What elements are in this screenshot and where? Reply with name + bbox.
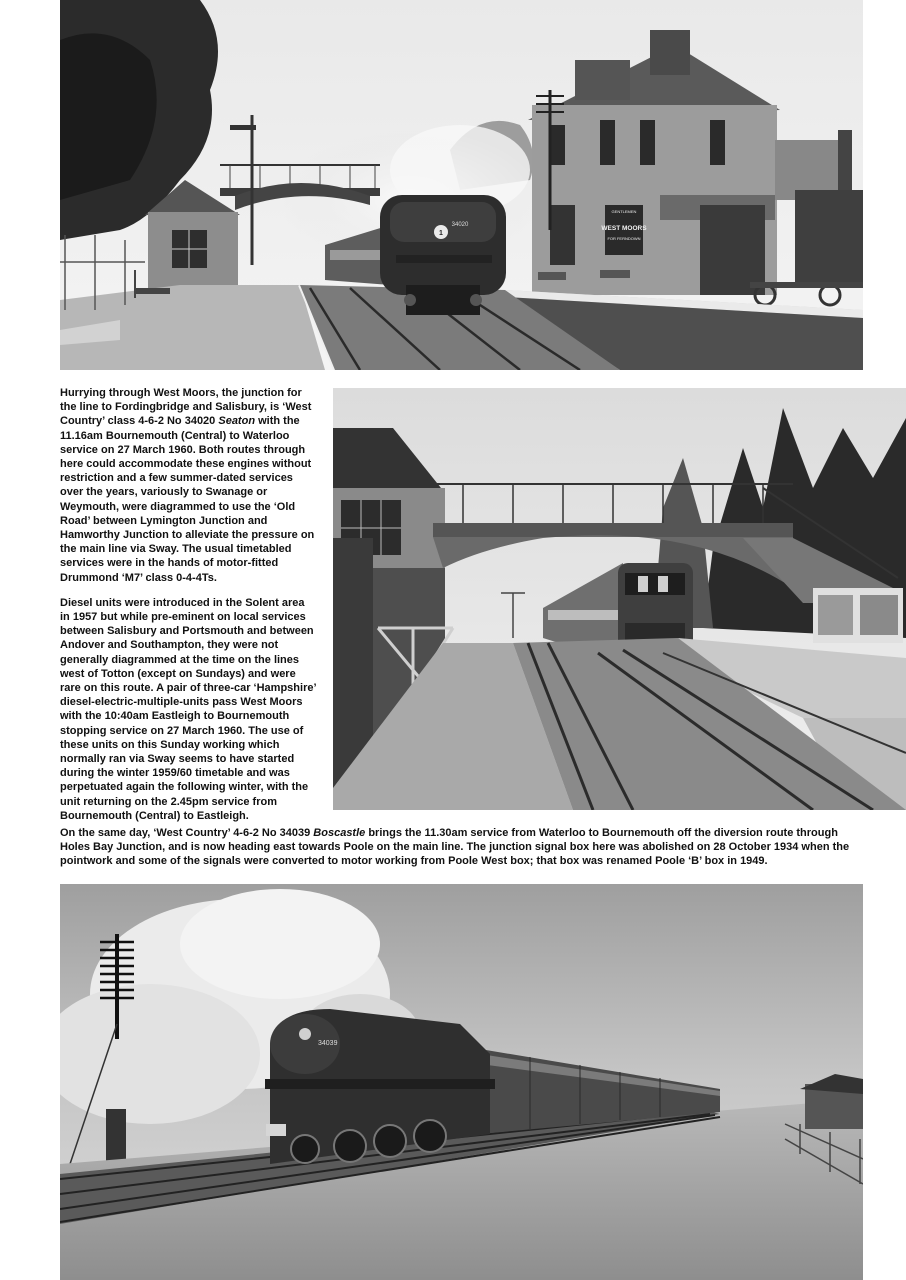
loco-name-seaton: Seaton bbox=[218, 415, 256, 428]
sign-line2: WEST MOORS bbox=[601, 225, 647, 232]
caption-boscastle: On the same day, ‘West Country’ 4-6-2 No 34039 Boscastle brings the 11.30am service from Waterloo to Bournemouth off the diversion route through Holes Bay Junction, and is now heading east towards Poole on the main line. The junction signal box here was abolished on 28 October 1934 when the pointwork and some of the signals were converted to motor working from Poole West box; that box was renamed Poole ‘B’ box in 1949. bbox=[60, 827, 850, 868]
caption-left-column bbox=[60, 386, 316, 834]
photo-west-moors-demu bbox=[333, 388, 906, 810]
caption-seaton: Hurrying through West Moors, the junction for the line to Fordingbridge and Salisbury, is ‘West Country’ class 4-6-2 No 34020 Seaton with the 11.16am Bournemouth (Central) to Waterloo service on 27 March 1960. Both routes through here could accommodate these engines without restriction and a few summer-dated services over the years, variously to Swanage or Weymouth, were diagrammed to use the ‘Old Road’ between Lymington Junction and Hamworthy Junction to alleviate the pressure on the main line via Sway. The usual timetabled services were in the hands of motor-fitted Drummond ‘M7’ class 0-4-4Ts. bbox=[60, 387, 315, 584]
loco-number-34039: 34039 bbox=[318, 1040, 338, 1047]
svg-text:1: 1 bbox=[439, 230, 443, 237]
photo-west-moors-seaton bbox=[60, 0, 863, 370]
loco-name-boscastle: Boscastle bbox=[313, 827, 366, 839]
sign-line1: GENTLEMEN bbox=[611, 209, 637, 214]
caption-diesel-units: Diesel units were introduced in the Solent area in 1957 but while pre-eminent on local services between Salisbury and Portsmouth and between Andover and Southampton, they were not generally diagrammed at the time on the lines west of Totton (except on Sundays) and were rare on this route. A pair of three-car ‘Hampshire’ diesel-electric-multiple-units pass West Moors with the 10:40am Eastleigh to Bournemouth stopping service on 27 March 1960. The use of these units on this Sunday working which normally ran via Sway seems to have started during the winter 1959/60 timetable and was perpetuated again the following winter, with the unit returning on the 2.45pm service from Bournemouth (Central) to Eastleigh. bbox=[60, 596, 316, 822]
loco-number-34020: 34020 bbox=[451, 222, 469, 228]
sign-line3: FOR FERNDOWN bbox=[607, 236, 641, 241]
photo-boscastle-holes-bay bbox=[60, 884, 863, 1280]
